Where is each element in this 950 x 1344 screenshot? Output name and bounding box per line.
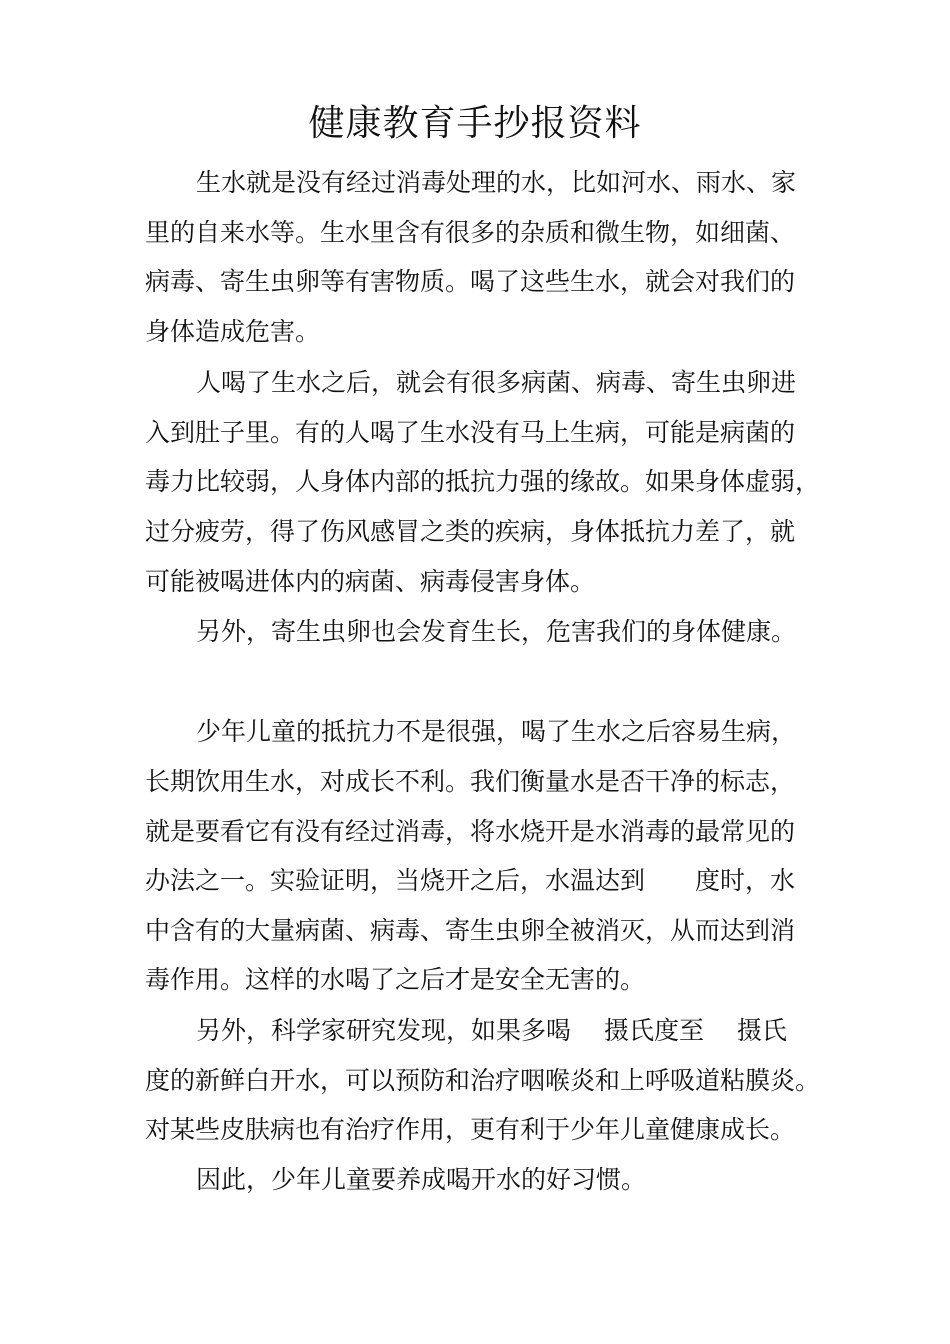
text-line: 生水就是没有经过消毒处理的水，比如河水、雨水、家 bbox=[196, 168, 797, 197]
text-line: 可能被喝进体内的病菌、病毒侵害身体。 bbox=[145, 567, 596, 596]
text-line: 就是要看它有没有经过消毒，将水烧开是水消毒的最常见的 bbox=[145, 817, 796, 846]
text-line: 度的新鲜白开水，可以预防和治疗咽喉炎和上呼吸道粘膜炎。 bbox=[145, 1066, 821, 1095]
text-line: 入到肚子里。有的人喝了生水没有马上生病，可能是病菌的 bbox=[145, 418, 796, 447]
text-line: 办法之一。实验证明，当烧开之后，水温达到 度时，水 bbox=[145, 866, 796, 895]
text-line: 中含有的大量病菌、病毒、寄生虫卵全被消灭，从而达到消 bbox=[145, 916, 796, 945]
text-line: 对某些皮肤病也有治疗作用，更有利于少年儿童健康成长。 bbox=[145, 1115, 796, 1144]
page-title: 健康教育手抄报资料 bbox=[308, 103, 642, 144]
text-line: 因此，少年儿童要养成喝开水的好习惯。 bbox=[196, 1165, 647, 1194]
text-line: 毒作用。这样的水喝了之后才是安全无害的。 bbox=[145, 965, 646, 994]
text-line: 病毒、寄生虫卵等有害物质。喝了这些生水，就会对我们的 bbox=[145, 267, 796, 296]
text-line: 另外，科学家研究发现，如果多喝 摄氏度至 摄氏 bbox=[196, 1016, 787, 1045]
text-line: 里的自来水等。生水里含有很多的杂质和微生物，如细菌、 bbox=[145, 218, 796, 247]
text-line: 人喝了生水之后，就会有很多病菌、病毒、寄生虫卵进 bbox=[196, 368, 797, 397]
text-line: 长期饮用生水，对成长不利。我们衡量水是否干净的标志， bbox=[145, 767, 796, 796]
text-line: 少年儿童的抵抗力不是很强，喝了生水之后容易生病， bbox=[196, 717, 797, 746]
text-line: 过分疲劳，得了伤风感冒之类的疾病，身体抵抗力差了，就 bbox=[145, 517, 796, 546]
text-line: 身体造成危害。 bbox=[145, 317, 321, 346]
text-line: 另外，寄生虫卵也会发育生长，危害我们的身体健康。 bbox=[196, 617, 797, 646]
text-line: 毒力比较弱，人身体内部的抵抗力强的缘故。如果身体虚弱， bbox=[145, 467, 821, 496]
